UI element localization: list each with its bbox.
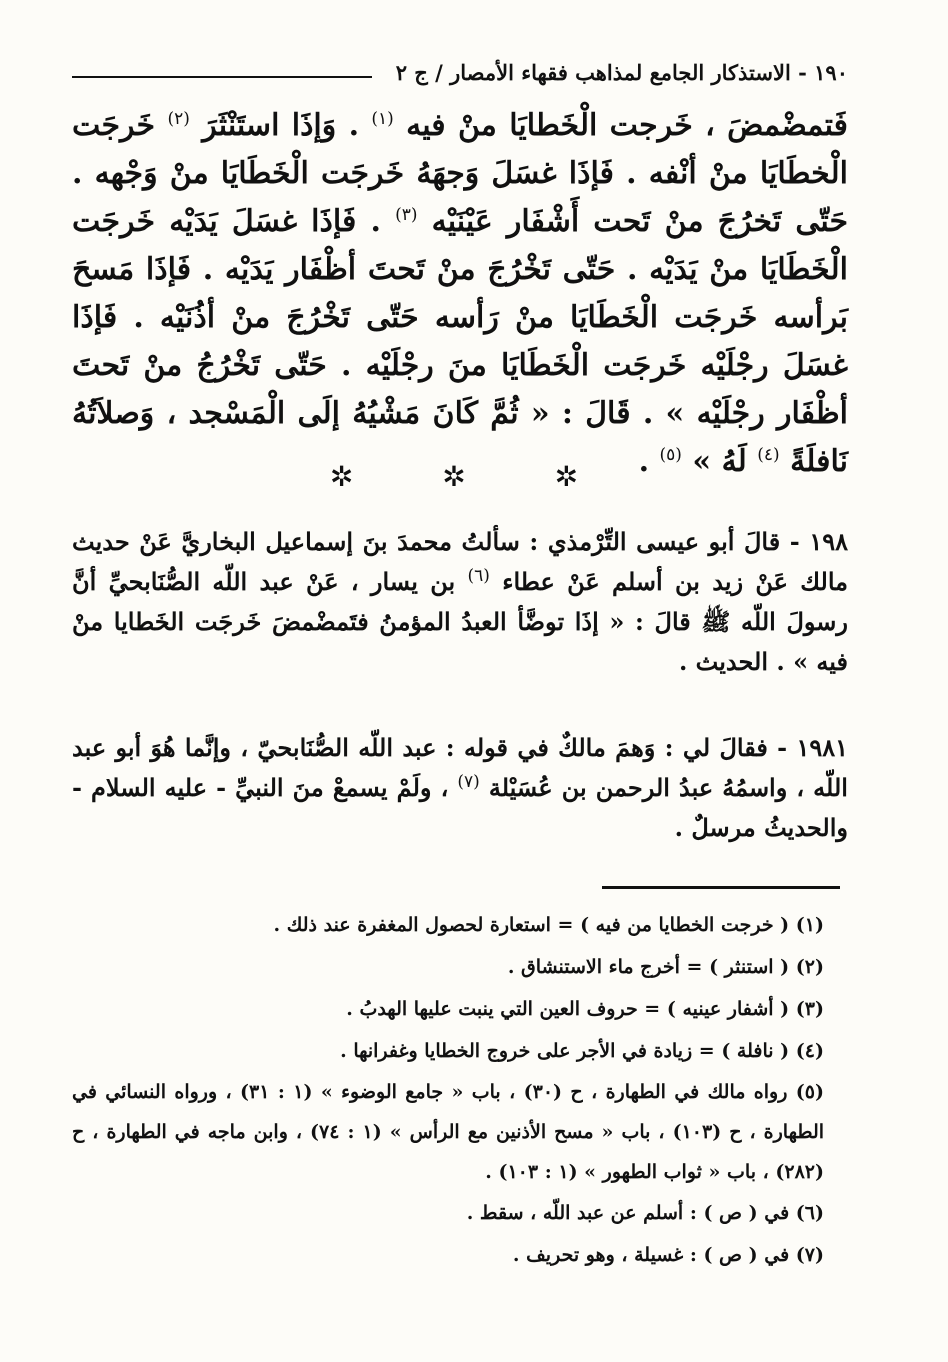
- header-rule: [72, 76, 372, 78]
- main-hadith-text: [72, 102, 848, 486]
- footnote-ref-5: (٥): [659, 445, 682, 465]
- footnote-6: (٦) في ( ص ) : أسلم عن عبد اللّه ، سقط .: [466, 1202, 824, 1224]
- footnotes: [72, 904, 848, 1276]
- footnote-separator: [602, 886, 840, 889]
- page-header: [72, 60, 848, 94]
- footnote-2: (٢) ( استنثر ) = أخرج ماء الاستنشاق .: [507, 956, 824, 978]
- footnote-ref-7: (٧): [457, 772, 480, 792]
- footnote-4: (٤) ( نافلة ) = زيادة في الأجر على خروج الخطايا وغفرانها .: [340, 1040, 824, 1062]
- footnote-ref-2: (٢): [167, 109, 190, 129]
- footnote-ref-4: (٤): [757, 445, 780, 465]
- footnote-ref-1: (١): [371, 109, 394, 129]
- section-divider-stars: ✲ ✲ ✲: [329, 460, 619, 493]
- footnote-5: (٥) رواه مالك في الطهارة ، ح (٣٠) ، باب « جامع الوضوء » (١ : ٣١) ، ورواه النسائي في الطهارة ، ح (١٠٣) ، باب « مسح الأذنين مع الرأس » (١ : ٧٤) ، وابن ماجه في الطهارة ، ح (٢٨٢) ، باب « ثواب الطهور » (١ : ١٠٣) .: [72, 1081, 825, 1183]
- main-paragraph: فَتمضْمضَ ، خَرجت الْخَطايَا منْ فيه $^{(١)}$ . وَإذَا استَنْثَرَ $^{(٢)}$ خَرجَت الْخطَايَا منْ أنْفه . فَإذَا غسَلَ وَجهَهُ خَرجَت الْخَطَايَا منْ وَجْهه . حَتّى تَخرُجَ منْ تَحت أَشْفَار عَيْنَيْه $^{(٣)}$ . فَإذَا غسَلَ يَدَيْه خَرجَت الْخَطَايَا منْ يَدَيْه . حَتّى تَخْرُجَ منْ تَحتَ أظْفَار يَدَيْه . فَإذَا مَسحَ بَرأسه خَرجَت الْخَطَايَا منْ رَأسه حَتّى تَخْرُجَ منْ أذُنَيْه . فَإذَا غسَلَ رجْلَيْه خَرجَت الْخَطَايَا منَ رجْلَيْه . حَتّى تَخْرُجُ منْ تَحتَ أظْفَار رجْلَيْه » . قَالَ : « ثُمَّ كَانَ مَشْيُهُ إلَى الْمَسْجد ، وَصلاَتُهُ نَافلَةً $^{(٤)}$ لَهُ » $^{(٥)}$ .: [72, 108, 849, 479]
- paragraph-198: ١٩٨ - قالَ أبو عيسى التِّرْمذي : سألتُ محمدَ بنَ إسماعيل البخاريَّ عَنْ حديث مالك عَنْ زيد بن أسلم عَنْ عطاء $^{(٦)}$ بن يسار ، عَنْ عبد اللّه الصُّنَابحيِّ أنَّ رسولَ اللّه ﷺ قالَ : « إذَا توضَّأ العبدُ المؤمنُ فتَمضْمضَ خَرجَت الخَطايا منْ فيه » . الحديث .: [72, 527, 849, 676]
- footnote-3: (٣) ( أشفار عينيه ) = حروف العين التي ينبت عليها الهدبُ .: [346, 998, 824, 1020]
- footnote-ref-6: (٦): [467, 566, 490, 586]
- footnote-7: (٧) في ( ص ) : غسيلة ، وهو تحريف .: [512, 1244, 824, 1266]
- running-head: ١٩٠ - الاستذكار الجامع لمذاهب فقهاء الأمصار / ج ٢: [395, 60, 848, 85]
- footnote-1: (١) ( خرجت الخطايا من فيه ) = استعارة لحصول المغفرة عند ذلك .: [273, 914, 824, 936]
- footnote-ref-3: (٣): [395, 205, 418, 225]
- paragraph-1981: ١٩٨١ - فقالَ لي : وَهمَ مالكٌ في قوله : عبد اللّه الصُّنَابحيّ ، وإنَّما هُوَ أبو عبد اللّه ، واسمُهُ عبدُ الرحمن بن عُسَيْلة $^{(٧)}$ ، ولَمْ يسمعْ منَ النبيِّ - عليه السلام - والحديثُ مرسلٌ .: [72, 733, 848, 842]
